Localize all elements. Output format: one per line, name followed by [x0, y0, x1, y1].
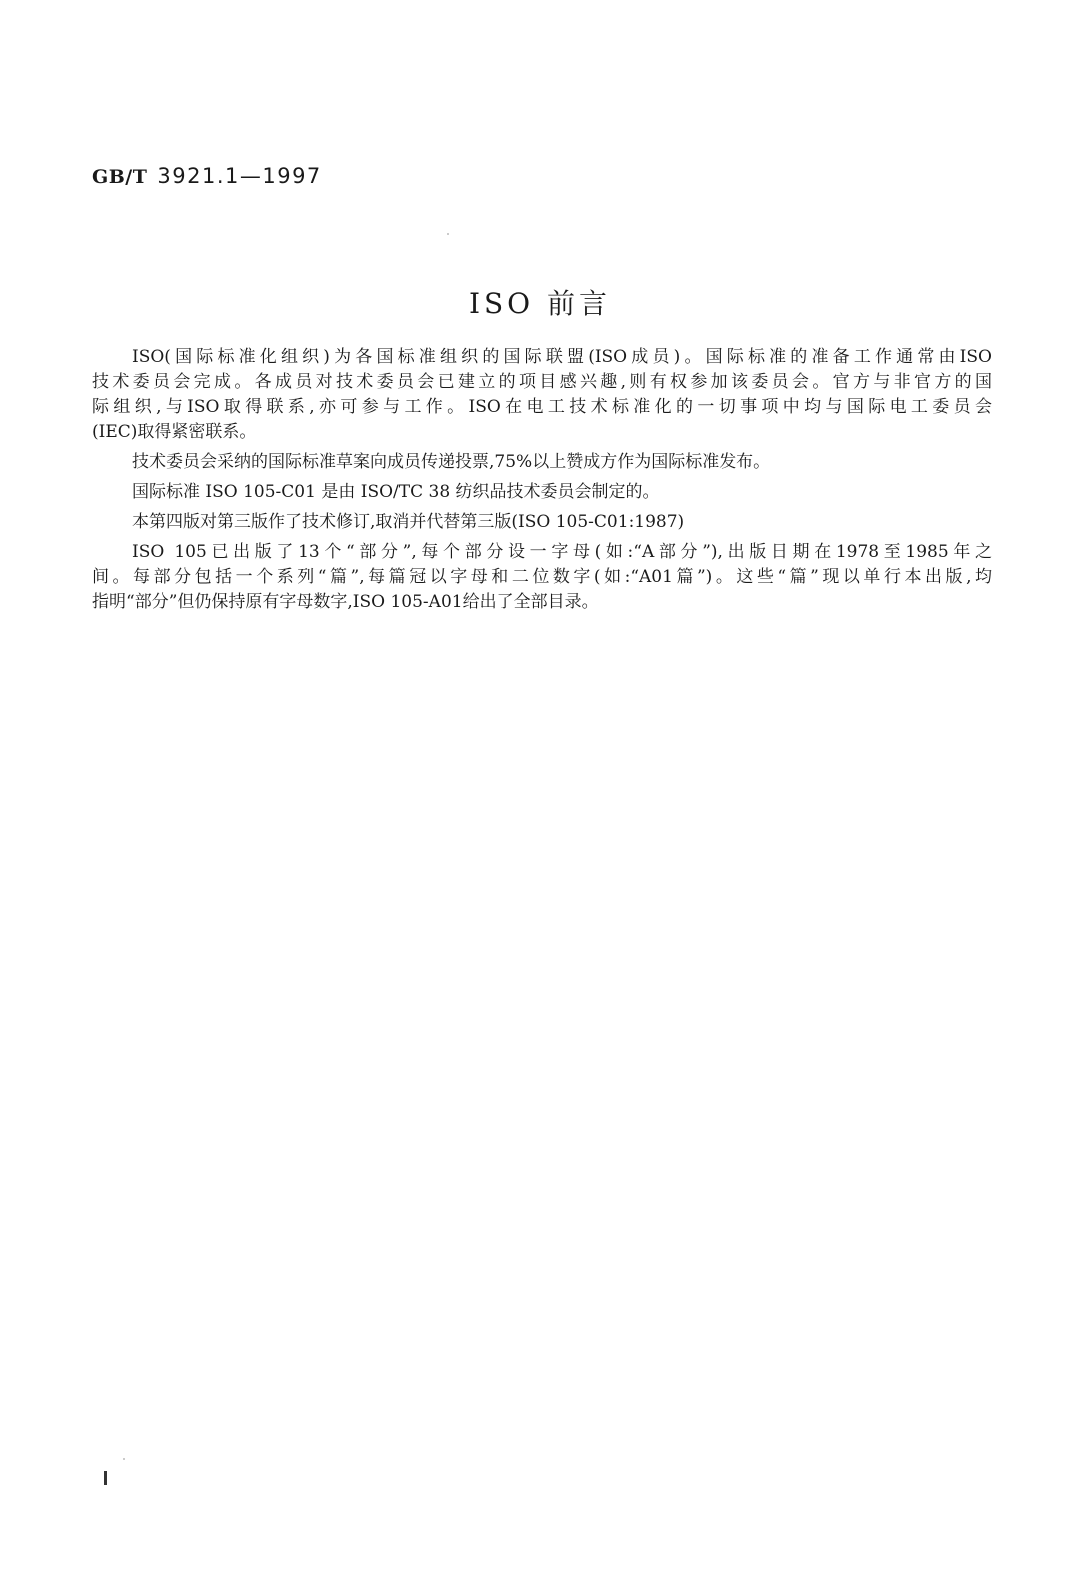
- paragraph: [92, 510, 992, 535]
- paragraph-line: 国际标准 ISO 105-C01 是由 ISO/TC 38 纺织品技术委员会制定的。: [132, 482, 660, 502]
- paragraph-line: ISO 105已出版了13个“部分”,每个部分设一字母(如:“A部分”),出版日期在1978至1985年之: [132, 542, 992, 562]
- paragraph: [92, 345, 992, 445]
- paragraph-line: 本第四版对第三版作了技术修订,取消并代替第三版(ISO 105-C01:1987): [132, 512, 685, 532]
- paragraph: [92, 450, 992, 475]
- paragraph-line: ISO(国际标准化组织)为各国标准组织的国际联盟(ISO成员)。国际标准的准备工作通常由ISO: [132, 347, 992, 367]
- paragraph-line: 间。每部分包括一个系列“篇”,每篇冠以字母和二位数字(如:“A01篇”)。这些“篇”现以单行本出版,均: [92, 567, 992, 587]
- paragraph-line: 技术委员会完成。各成员对技术委员会已建立的项目感兴趣,则有权参加该委员会。官方与非官方的国: [92, 372, 992, 392]
- page-edge-mark: [104, 1471, 107, 1485]
- page-title: ISO 前言: [468, 287, 612, 320]
- standard-code-number: 3921.1—1997: [157, 164, 322, 188]
- paragraph-line: 际组织,与ISO取得联系,亦可参与工作。ISO在电工技术标准化的一切事项中均与国际电工委员会: [92, 397, 992, 417]
- paragraph-line: 指明“部分”但仍保持原有字母数字,ISO 105-A01给出了全部目录。: [92, 592, 599, 612]
- paragraph: [92, 480, 992, 505]
- paragraph-line: 技术委员会采纳的国际标准草案向成员传递投票,75%以上赞成方作为国际标准发布。: [132, 452, 771, 472]
- standard-code-prefix: GB/T: [92, 166, 148, 188]
- scan-speck: [447, 233, 449, 235]
- standard-code: [92, 164, 322, 188]
- paragraph-line: (IEC)取得紧密联系。: [92, 422, 257, 442]
- scan-speck: [123, 1458, 125, 1460]
- paragraph: [92, 540, 992, 615]
- foreword-body: [92, 345, 992, 615]
